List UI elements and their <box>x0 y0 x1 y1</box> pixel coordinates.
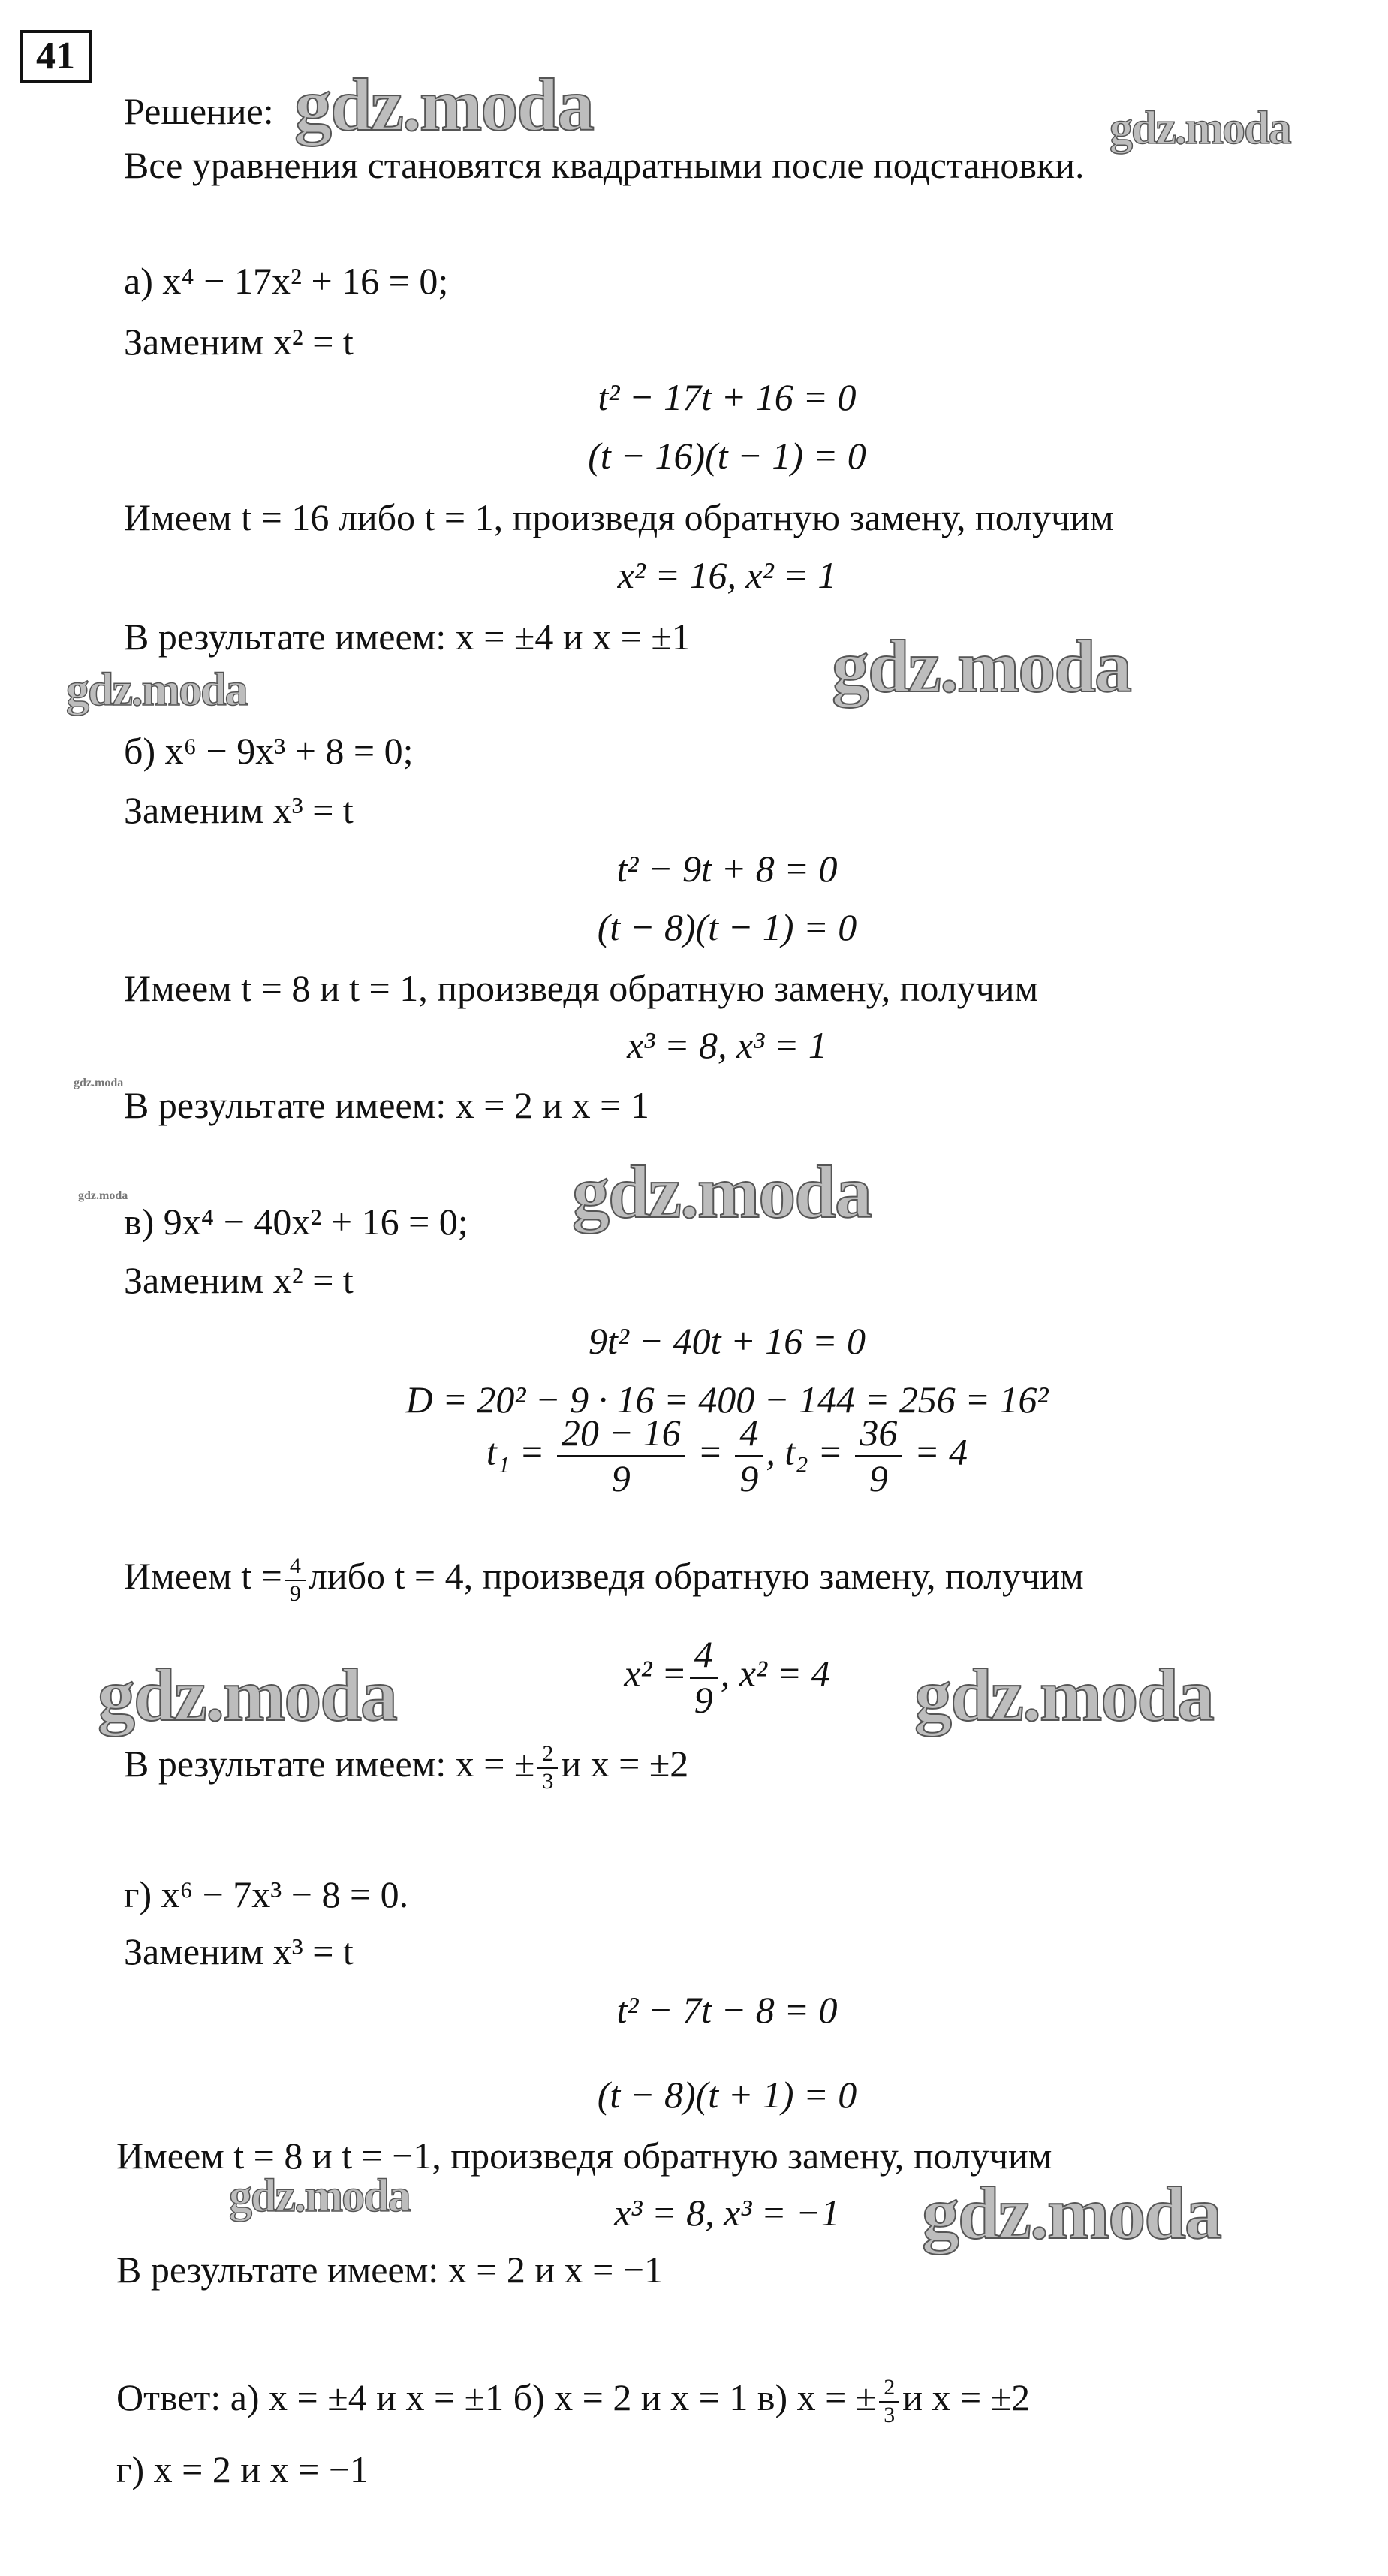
watermark: gdz.moda <box>572 1150 871 1234</box>
a-quadratic: t² − 17t + 16 = 0 <box>598 376 857 418</box>
watermark: gdz.moda <box>98 1653 396 1737</box>
denominator: 9 <box>694 1678 713 1721</box>
t2-fraction <box>855 1412 902 1500</box>
two-thirds-fraction <box>879 2375 899 2428</box>
c-roots-formula <box>66 1412 1388 1500</box>
watermark: gdz.moda <box>832 625 1131 708</box>
numerator: 4 <box>285 1553 306 1581</box>
b-equation: б) x⁶ − 9x³ + 8 = 0; <box>124 730 414 772</box>
t1-fraction <box>557 1412 685 1500</box>
text: Имеем t = <box>124 1555 282 1597</box>
watermark: gdz.moda <box>1109 103 1290 154</box>
four-ninths-fraction <box>285 1553 306 1607</box>
c-quadratic: 9t² − 40t + 16 = 0 <box>589 1320 866 1362</box>
b-substitution: Заменим x³ = t <box>124 789 354 831</box>
t2-value: = 4 <box>914 1430 968 1473</box>
a-roots-text: Имеем t = 16 либо t = 1, произведя обратную замену, получим <box>124 496 1114 538</box>
solution-label: Решение: <box>124 90 274 132</box>
denominator: 9 <box>611 1457 631 1499</box>
c-back-substitution <box>66 1633 1388 1722</box>
numerator: 4 <box>690 1633 718 1679</box>
text: либо t = 4, произведя обратную замену, получим <box>308 1555 1084 1597</box>
intro-text: Все уравнения становятся квадратными после подстановки. <box>124 144 1085 186</box>
c-roots-text <box>124 1553 1084 1607</box>
b-factored: (t − 8)(t − 1) = 0 <box>597 906 857 948</box>
b-roots-text: Имеем t = 8 и t = 1, произведя обратную замену, получим <box>124 967 1039 1009</box>
denominator: 9 <box>869 1457 888 1499</box>
b-back-substitution: x³ = 8, x³ = 1 <box>627 1024 827 1066</box>
b-quadratic: t² − 9t + 8 = 0 <box>616 848 838 890</box>
c-equation: в) 9x⁴ − 40x² + 16 = 0; <box>124 1201 468 1243</box>
t1-label: t₁ = <box>486 1430 545 1473</box>
answer-line-1 <box>116 2375 1030 2428</box>
watermark: gdz.moda <box>66 664 247 716</box>
d-substitution: Заменим x³ = t <box>124 1930 354 1972</box>
four-ninths-fraction <box>690 1633 718 1722</box>
watermark: gdz.moda <box>78 1189 128 1202</box>
four-ninths-fraction <box>735 1412 763 1500</box>
watermark: gdz.moda <box>922 2171 1221 2255</box>
text: Ответ: а) x = ±4 и x = ±1 б) x = 2 и x = 1 в) x = ± <box>116 2376 877 2418</box>
numerator: 2 <box>537 1741 558 1769</box>
numerator: 4 <box>735 1412 763 1457</box>
answer-line-2: г) x = 2 и x = −1 <box>116 2448 369 2490</box>
denominator: 9 <box>289 1580 301 1606</box>
a-back-substitution: x² = 16, x² = 1 <box>617 554 837 596</box>
two-thirds-fraction <box>537 1741 558 1794</box>
text: x² = <box>624 1652 687 1695</box>
c-discriminant: D = 20² − 9 · 16 = 400 − 144 = 256 = 16² <box>405 1378 1049 1421</box>
text: и x = ±2 <box>902 2376 1031 2418</box>
d-back-substitution: x³ = 8, x³ = −1 <box>614 2192 840 2234</box>
a-result: В результате имеем: x = ±4 и x = ±1 <box>124 616 691 658</box>
t2-label: , t₂ = <box>766 1430 843 1473</box>
text: , x² = 4 <box>720 1652 830 1695</box>
a-equation: а) x⁴ − 17x² + 16 = 0; <box>124 260 449 302</box>
numerator: 20 − 16 <box>557 1412 685 1457</box>
equals: = <box>697 1430 723 1473</box>
denominator: 9 <box>739 1457 759 1499</box>
numerator: 36 <box>855 1412 902 1457</box>
d-factored: (t − 8)(t + 1) = 0 <box>597 2074 857 2116</box>
a-factored: (t − 16)(t − 1) = 0 <box>588 435 866 477</box>
d-quadratic: t² − 7t − 8 = 0 <box>616 1989 838 2031</box>
c-result <box>124 1741 688 1794</box>
denominator: 3 <box>884 2402 896 2427</box>
d-result: В результате имеем: x = 2 и x = −1 <box>116 2249 664 2291</box>
d-equation: г) x⁶ − 7x³ − 8 = 0. <box>124 1873 409 1915</box>
watermark: gdz.moda <box>229 2171 410 2222</box>
d-roots-text: Имеем t = 8 и t = −1, произведя обратную замену, получим <box>116 2135 1052 2177</box>
text: и x = ±2 <box>561 1743 689 1785</box>
watermark: gdz.moda <box>74 1077 124 1089</box>
watermark: gdz.moda <box>914 1653 1213 1737</box>
text: В результате имеем: x = ± <box>124 1743 535 1785</box>
watermark: gdz.moda <box>294 63 593 146</box>
b-result: В результате имеем: x = 2 и x = 1 <box>124 1084 649 1126</box>
a-substitution: Заменим x² = t <box>124 321 354 363</box>
problem-number: 41 <box>20 30 92 83</box>
denominator: 3 <box>542 1768 554 1794</box>
c-substitution: Заменим x² = t <box>124 1259 354 1301</box>
numerator: 2 <box>879 2375 899 2403</box>
